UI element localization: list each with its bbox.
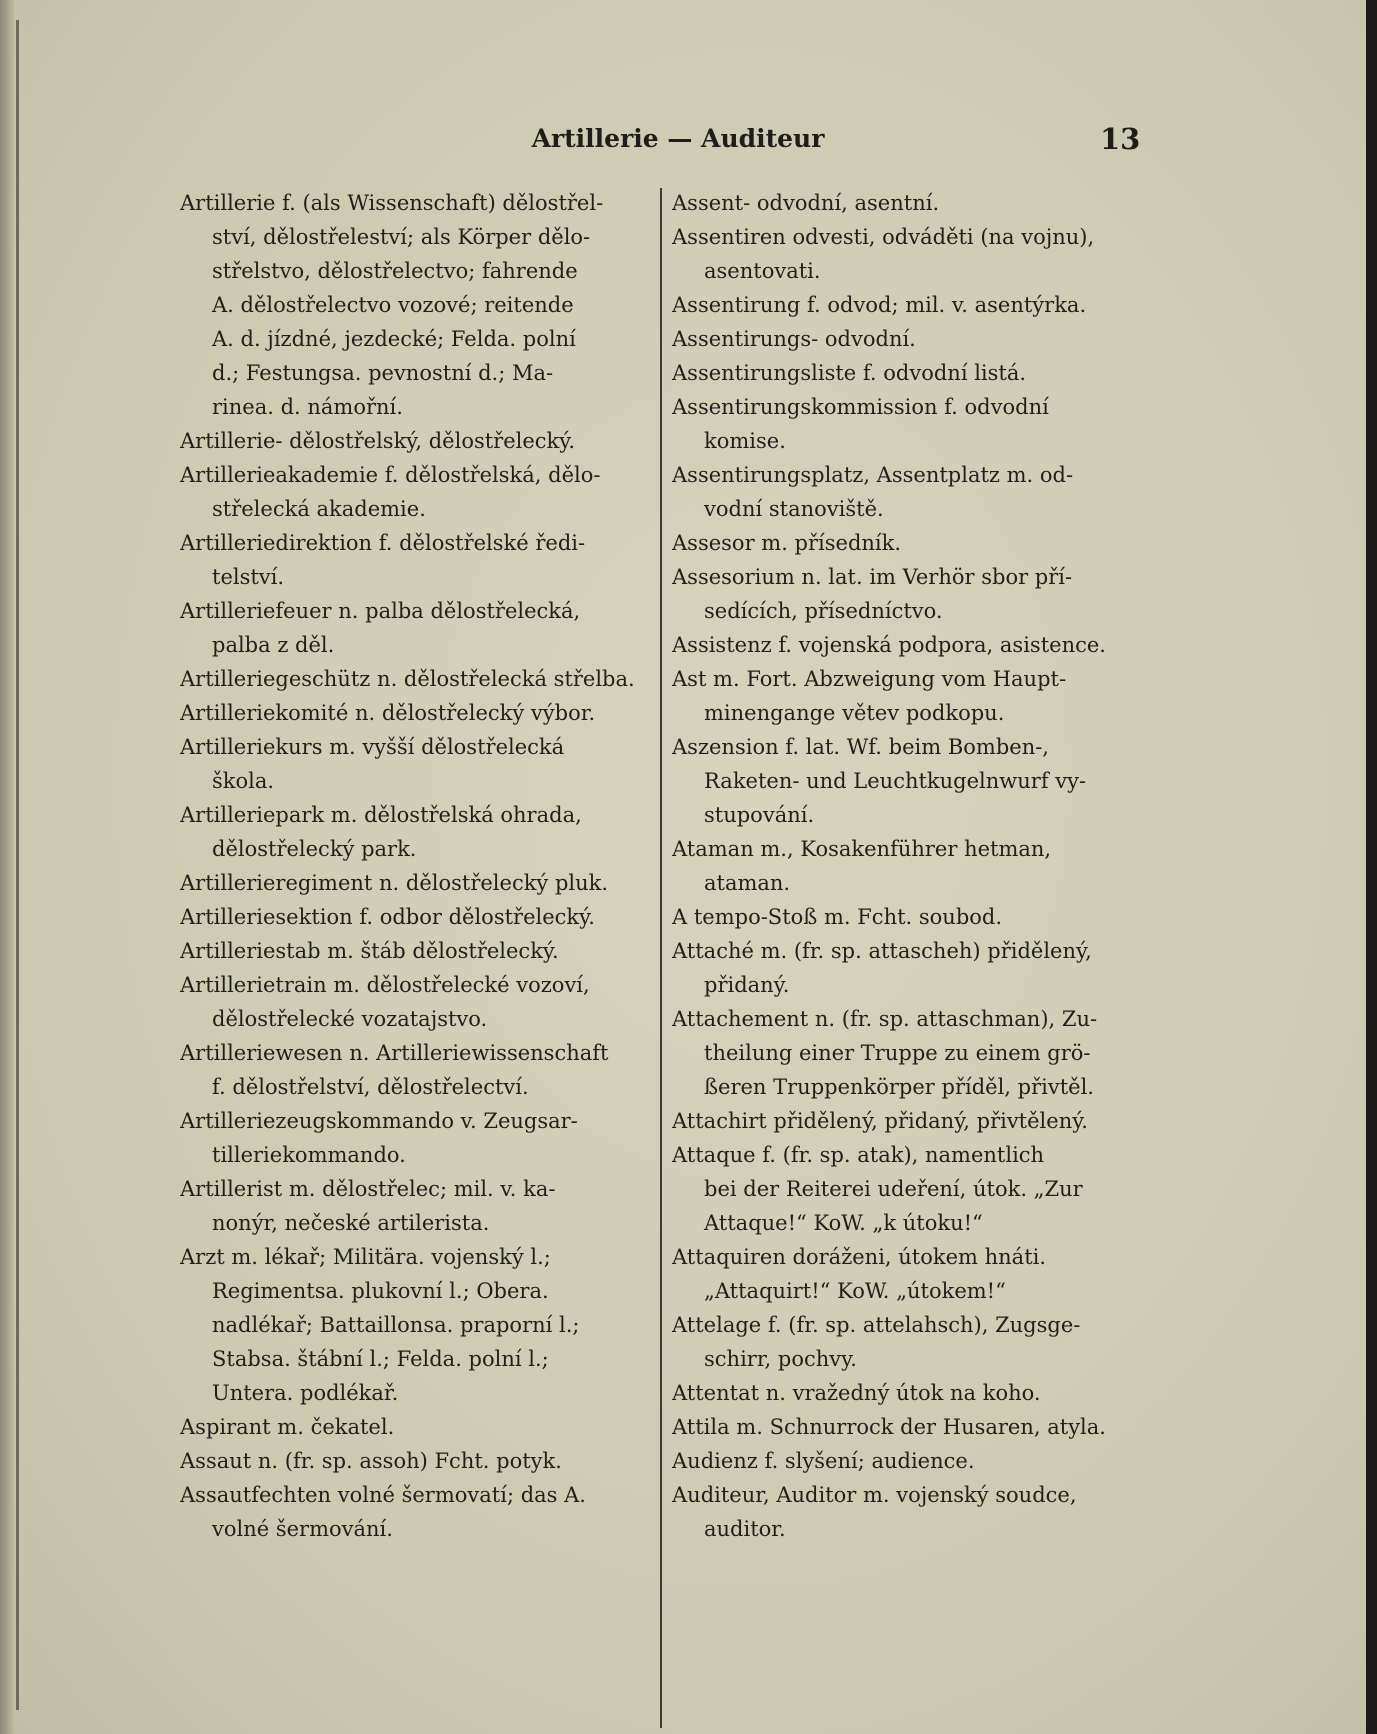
entry-headline: A tempo-Stoß m. Fcht. soubod. (672, 905, 1003, 929)
column-divider (660, 188, 662, 1728)
entry-continuation: ßeren Truppenkörper příděl, přivtěl. (704, 1075, 1094, 1099)
entry-continuation: ství, dělostřeleství; als Körper dělo- (212, 225, 591, 249)
entry-headline: Artillerie f. (als Wissenschaft) dělostřel- (180, 191, 604, 215)
entry-continuation: nadlékař; Battaillonsa. praporní l.; (212, 1313, 580, 1337)
entry-continuation: palba z děl. (212, 633, 335, 657)
entry-headline: Artilleriepark m. dělostřelská ohrada, (180, 803, 582, 827)
dictionary-entry (180, 934, 650, 968)
dictionary-entry (180, 594, 650, 662)
dictionary-entry (672, 1104, 1147, 1138)
dictionary-entry (672, 1002, 1147, 1104)
dictionary-entry (672, 1376, 1147, 1410)
dictionary-entry (672, 1138, 1147, 1240)
entry-continuation: Stabsa. štábní l.; Feldа. polní l.; (212, 1347, 549, 1371)
entry-headline: Assentirungsliste f. odvodní listá. (672, 361, 1027, 385)
entry-headline: Audienz f. slyšení; audience. (672, 1449, 975, 1473)
entry-headline: Assentirung f. odvod; mil. v. asentýrka. (672, 293, 1087, 317)
dictionary-entry (180, 1172, 650, 1240)
dictionary-entry (672, 662, 1147, 730)
dictionary-entry (180, 1410, 650, 1444)
entry-headline: Artillerieakademie f. dělostřelská, dělo- (180, 463, 601, 487)
entry-headline: Artilleriegeschütz n. dělostřelecká střelba. (180, 667, 635, 691)
entry-continuation: A. d. jízdné, jezdecké; Feldа. polní (212, 327, 576, 351)
entry-headline: Assentirungskommission f. odvodní (672, 395, 1049, 419)
entry-headline: Artillerieregiment n. dělostřelecký pluk. (180, 871, 609, 895)
entry-continuation: vodní stanoviště. (704, 497, 884, 521)
right-column (672, 186, 1147, 1546)
page-edge-line (16, 20, 19, 1710)
dictionary-entry (180, 526, 650, 594)
dictionary-entry (180, 186, 650, 424)
dictionary-entry (672, 526, 1147, 560)
dictionary-entry (180, 696, 650, 730)
entry-headline: Artilleriezeugskommando v. Zeugsar- (180, 1109, 578, 1133)
dictionary-entry (180, 424, 650, 458)
entry-headline: Artillerist m. dělostřelec; mil. v. ka- (180, 1177, 556, 1201)
entry-continuation: Regimentsa. plukovní l.; Obera. (212, 1279, 549, 1303)
dictionary-entry (672, 1410, 1147, 1444)
entry-headline: Assent- odvodní, asentní. (672, 191, 940, 215)
page-binding-edge (0, 0, 14, 1734)
entry-continuation: přidaný. (704, 973, 790, 997)
entry-continuation: Untera. podlékař. (212, 1381, 399, 1405)
entry-continuation: rinea. d. námořní. (212, 395, 403, 419)
entry-continuation: stupování. (704, 803, 815, 827)
entry-continuation: sedících, přísedníctvo. (704, 599, 943, 623)
dictionary-entry (180, 798, 650, 866)
dictionary-entry (180, 968, 650, 1036)
dictionary-entry (672, 288, 1147, 322)
entry-headline: Assentirungsplatz, Assentplatz m. od- (672, 463, 1074, 487)
dictionary-entry (180, 1036, 650, 1104)
entry-headline: Aspirant m. čekatel. (180, 1415, 395, 1439)
entry-headline: Artillerie- dělostřelský, dělostřelecký. (180, 429, 576, 453)
entry-continuation: „Attaquirt!“ KoW. „útokem!“ (704, 1279, 1006, 1303)
entry-headline: Artilleriestab m. štáb dělostřelecký. (180, 939, 559, 963)
entry-headline: Assesorium n. lat. im Verhör sbor pří- (672, 565, 1073, 589)
entry-headline: Artillerietrain m. dělostřelecké vozoví, (180, 973, 590, 997)
entry-headline: Artilleriedirektion f. dělostřelské ředi- (180, 531, 586, 555)
dictionary-entry (672, 1444, 1147, 1478)
dictionary-entry (180, 1240, 650, 1410)
dictionary-entry (672, 1240, 1147, 1308)
entry-continuation: theilung einer Truppe zu einem grö- (704, 1041, 1091, 1065)
dictionary-entry (180, 662, 650, 696)
entry-continuation: volné šermování. (212, 1517, 393, 1541)
page-number: 13 (1100, 122, 1141, 156)
dictionary-entry (672, 1478, 1147, 1546)
dictionary-entry (180, 458, 650, 526)
entry-headline: Assistenz f. vojenská podpora, asistence. (672, 633, 1106, 657)
entry-headline: Assesor m. přísedník. (672, 531, 902, 555)
dictionary-entry (672, 560, 1147, 628)
dictionary-entry (180, 1444, 650, 1478)
entry-continuation: schirr, pochvy. (704, 1347, 857, 1371)
entry-headline: Attaché m. (fr. sp. attascheh) přidělený, (672, 939, 1092, 963)
dictionary-entry (672, 1308, 1147, 1376)
entry-headline: Assentirungs- odvodní. (672, 327, 916, 351)
dictionary-entry (672, 730, 1147, 832)
left-column (180, 186, 650, 1546)
entry-headline: Attaque f. (fr. sp. atak), namentlich (672, 1143, 1045, 1167)
entry-continuation: auditor. (704, 1517, 786, 1541)
entry-continuation: asentovati. (704, 259, 821, 283)
entry-headline: Artilleriefeuer n. palba dělostřelecká, (180, 599, 581, 623)
entry-continuation: komise. (704, 429, 786, 453)
entry-continuation: střelecká akademie. (212, 497, 426, 521)
entry-continuation: minengange větev podkopu. (704, 701, 1005, 725)
entry-continuation: Raketen- und Leuchtkugelnwurf vy- (704, 769, 1087, 793)
entry-continuation: škola. (212, 769, 275, 793)
entry-headline: Assautfechten volné šermovatí; das A. (180, 1483, 586, 1507)
entry-headline: Ast m. Fort. Abzweigung vom Haupt- (672, 667, 1067, 691)
dictionary-entry (180, 1478, 650, 1546)
entry-headline: Attachement n. (fr. sp. attaschman), Zu- (672, 1007, 1098, 1031)
entry-continuation: nonýr, nečeské artilerista. (212, 1211, 490, 1235)
dictionary-entry (180, 1104, 650, 1172)
entry-continuation: f. dělostřelství, dělostřelectví. (212, 1075, 529, 1099)
dictionary-entry (180, 866, 650, 900)
dictionary-entry (672, 220, 1147, 288)
entry-headline: Artilleriesektion f. odbor dělostřelecký. (180, 905, 595, 929)
entry-headline: Attelage f. (fr. sp. attelahsch), Zugsge- (672, 1313, 1081, 1337)
entry-headline: Attachirt přidělený, přidaný, přivtělený. (672, 1109, 1088, 1133)
entry-continuation: A. dělostřelectvo vozové; reitende (212, 293, 574, 317)
dictionary-entry (180, 730, 650, 798)
entry-headline: Assaut n. (fr. sp. assoh) Fcht. potyk. (180, 1449, 562, 1473)
entry-headline: Artilleriewesen n. Artilleriewissenschaft (180, 1041, 609, 1065)
running-header: Artillerie — Auditeur (531, 124, 825, 153)
entry-headline: Artilleriekomité n. dělostřelecký výbor. (180, 701, 596, 725)
dictionary-entry (180, 900, 650, 934)
dictionary-entry (672, 356, 1147, 390)
entry-headline: Ataman m., Kosakenführer hetman, (672, 837, 1052, 861)
entry-continuation: střelstvo, dělostřelectvo; fahrende (212, 259, 578, 283)
dictionary-entry (672, 458, 1147, 526)
entry-continuation: bei der Reiterei udeření, útok. „Zur (704, 1177, 1083, 1201)
dictionary-entry (672, 322, 1147, 356)
entry-continuation: dělostřelecký park. (212, 837, 417, 861)
entry-headline: Artilleriekurs m. vyšší dělostřelecká (180, 735, 565, 759)
entry-continuation: Attaque!“ KoW. „k útoku!“ (704, 1211, 983, 1235)
entry-headline: Attila m. Schnurrock der Husaren, atyla. (672, 1415, 1106, 1439)
entry-headline: Attaquiren doráženi, útokem hnáti. (672, 1245, 1047, 1269)
entry-continuation: telství. (212, 565, 285, 589)
dictionary-entry (672, 832, 1147, 900)
entry-headline: Arzt m. lékař; Militära. vojenský l.; (180, 1245, 551, 1269)
entry-headline: Auditeur, Auditor m. vojenský soudce, (672, 1483, 1077, 1507)
entry-headline: Attentat n. vražedný útok na koho. (672, 1381, 1041, 1405)
entry-headline: Aszension f. lat. Wf. beim Bomben-, (672, 735, 1049, 759)
dictionary-entry (672, 900, 1147, 934)
dictionary-entry (672, 390, 1147, 458)
entry-continuation: dělostřelecké vozatajstvo. (212, 1007, 488, 1031)
dictionary-entry (672, 934, 1147, 1002)
entry-continuation: d.; Festungsa. pevnostní d.; Ma- (212, 361, 554, 385)
entry-continuation: tilleriekommando. (212, 1143, 406, 1167)
entry-headline: Assentiren odvesti, odváděti (na vojnu), (672, 225, 1095, 249)
entry-continuation: ataman. (704, 871, 791, 895)
dictionary-entry (672, 628, 1147, 662)
dictionary-entry (672, 186, 1147, 220)
